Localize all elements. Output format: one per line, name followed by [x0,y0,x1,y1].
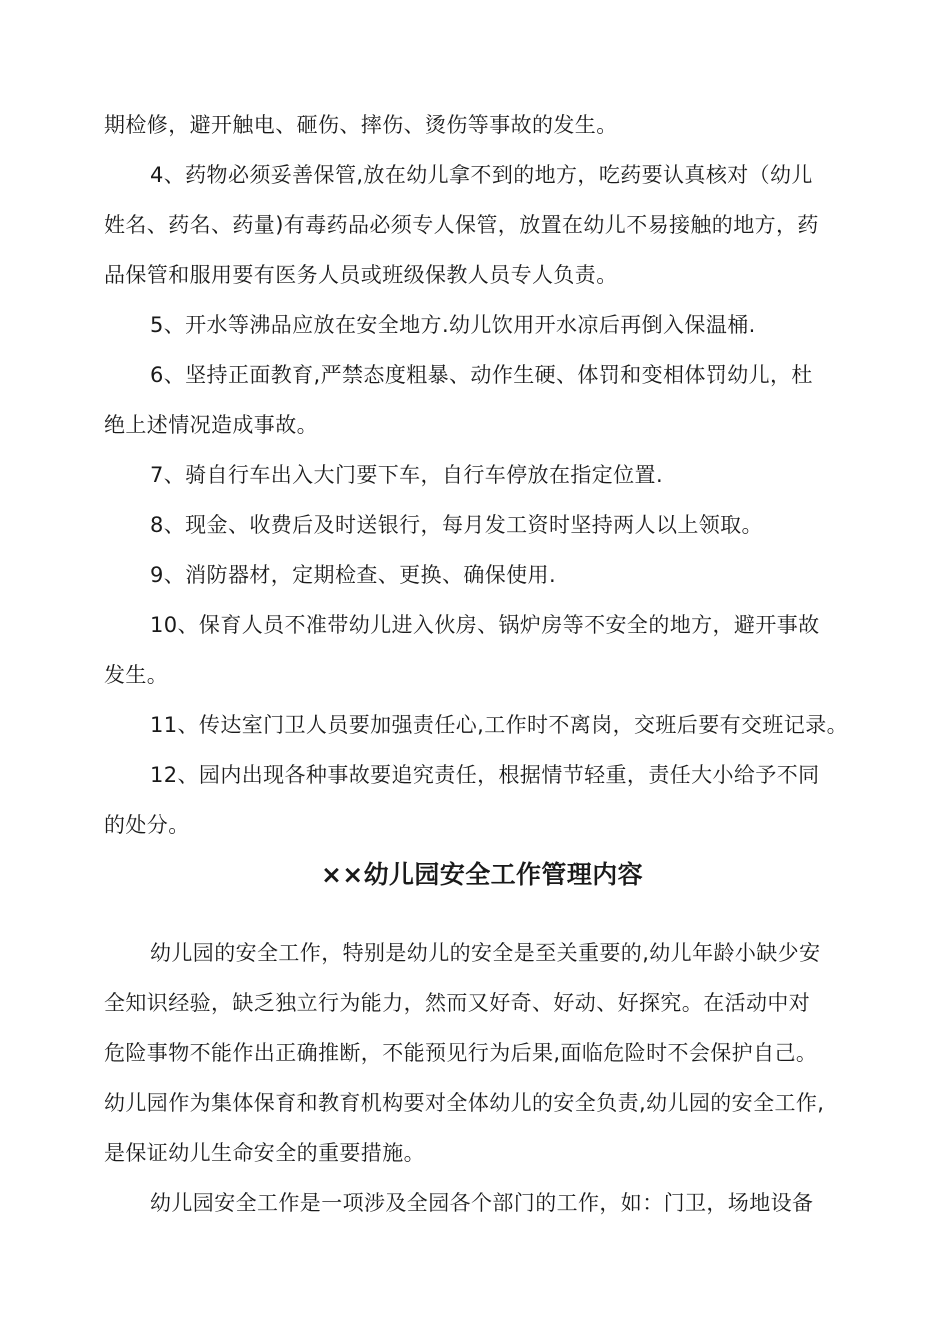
list-item-12 [104,750,864,850]
text-line: 的处分。 [104,813,190,837]
list-item-10 [104,600,864,700]
text-line: 10、保育人员不准带幼儿进入伙房、锅炉房等不安全的地方，避开事故 [150,613,820,637]
title-spacing [104,900,864,928]
text-line: 8、现金、收费后及时送银行，每月发工资时坚持两人以上领取。 [150,513,763,537]
text-line: 姓名、药名、药量)有毒药品必须专人保管，放置在幼儿不易接触的地方，药 [104,213,819,237]
continued-paragraph [104,100,864,150]
list-item-6 [104,350,864,450]
text-line: 绝上述情况造成事故。 [104,413,318,437]
list-item-8 [104,500,864,550]
text-line: 幼儿园安全工作是一项涉及全园各个部门的工作，如：门卫，场地设备 [150,1191,814,1215]
text-line: 期检修，避开触电、砸伤、摔伤、烫伤等事故的发生。 [104,113,618,137]
text-line: 品保管和服用要有医务人员或班级保教人员专人负责。 [104,263,618,287]
section-title: ××幼儿园安全工作管理内容 [320,860,644,889]
text-line: 危险事物不能作出正确推断，不能预见行为后果,面临危险时不会保护自己。 [104,1041,818,1065]
list-item-7 [104,450,864,500]
text-line: 是保证幼儿生命安全的重要措施。 [104,1141,425,1165]
text-line: 6、坚持正面教育,严禁态度粗暴、动作生硬、体罚和变相体罚幼儿，杜 [150,363,813,387]
list-item-5 [104,300,864,350]
text-line: 11、传达室门卫人员要加强责任心,工作时不离岗，交班后要有交班记录。 [150,713,848,737]
text-line: 全知识经验，缺乏独立行为能力，然而又好奇、好动、好探究。在活动中对 [104,991,811,1015]
list-item-4 [104,150,864,300]
text-line: 幼儿园的安全工作，特别是幼儿的安全是至关重要的,幼儿年龄小缺少安 [150,941,821,965]
text-line: 12、园内出现各种事故要追究责任，根据情节轻重，责任大小给予不同 [150,763,820,787]
text-line: 幼儿园作为集体保育和教育机构要对全体幼儿的安全负责,幼儿园的安全工作, [104,1091,825,1115]
text-line: 7、骑自行车出入大门要下车，自行车停放在指定位置. [150,463,664,487]
text-line: 9、消防器材，定期检查、更换、确保使用. [150,563,557,587]
text-line: 发生。 [104,663,169,687]
second-paragraph [104,1178,864,1228]
text-line: 4、药物必须妥善保管,放在幼儿拿不到的地方，吃药要认真核对（幼儿 [150,163,813,187]
intro-paragraph [104,928,864,1178]
document-body [104,100,864,1228]
list-item-9 [104,550,864,600]
text-line: 5、开水等沸品应放在安全地方.幼儿饮用开水凉后再倒入保温桶. [150,313,756,337]
list-item-11 [104,700,864,750]
